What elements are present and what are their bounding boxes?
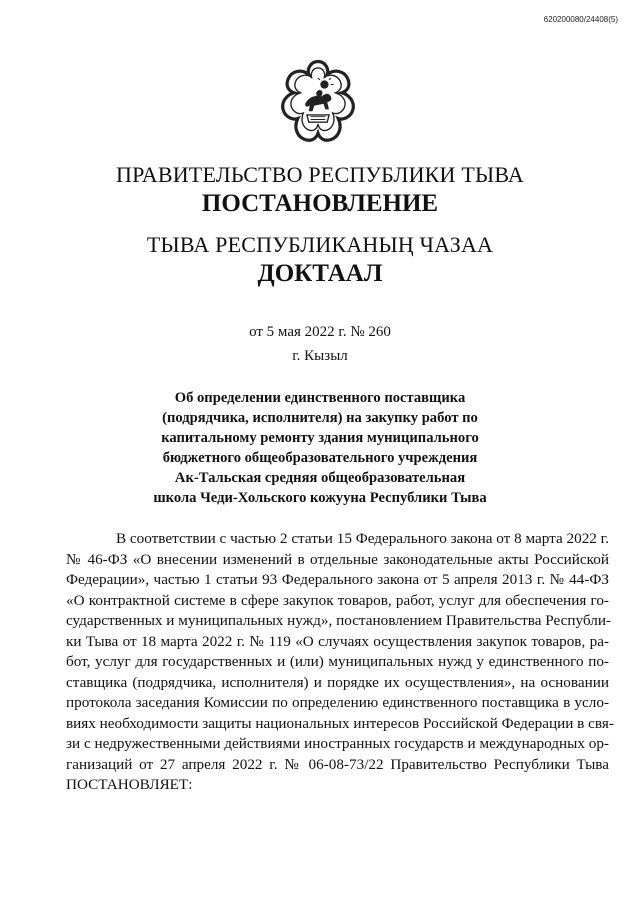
body-line: виях необходимости защиты национальных интересов Российской Федерации в свя- [66,714,614,732]
body-line: Федерации», частью 1 статьи 93 Федерального закона от 5 апреля 2013 г. № 44-ФЗ [66,571,609,588]
body-line: протокола заседания Комиссии по определению единственного поставщика в усло- [66,694,609,711]
subject-line: бюджетного общеобразовательного учреждения [162,450,478,466]
body-line: ставщика (подрядчика, исполнителя) и порядке их осуществления», на основании [66,673,609,691]
body-line: ки Тыва от 18 марта 2022 г. № 119 «О случаях осуществления закупок товаров, ра- [66,632,609,650]
body-line: № 46-ФЗ «О внесении изменений в отдельные законодательные акты Российской [66,550,609,568]
decree-body [66,529,614,796]
body-line: «О контрактной системе в сфере закупок товаров, работ, услуг для обеспечения го- [66,591,609,609]
decree-subject [100,388,540,508]
subject-line: Об определении единственного поставщика [174,390,466,406]
coat-of-arms-emblem [272,56,364,148]
decree-title-ru: ПОСТАНОВЛЕНИЕ [201,190,439,217]
body-line: зи с недружественными действиями иностранных государств и международных ор- [66,735,609,752]
body-line: ганизаций от 27 апреля 2022 г. № 06-08-73/22 Правительство Республики Тыва [66,755,609,773]
decree-date: от 5 мая 2022 г. № 260 [249,324,391,340]
subject-line: (подрядчика, исполнителя) на закупку работ по [162,410,478,426]
subject-line: капитальному ремонту здания муниципального [161,430,479,446]
body-line: бот, услуг для государственных и (или) муниципальных нужд у единственного по- [66,653,609,670]
body-line: ПОСТАНОВЛЯЕТ: [66,776,193,793]
decree-city: г. Кызыл [292,348,348,364]
body-line: В соответствии с частью 2 статьи 15 Федерального закона от 8 марта 2022 г. [116,530,609,547]
government-title-tv: ТЫВА РЕСПУБЛИКАНЫҢ ЧАЗАА [146,232,494,257]
government-title-ru: ПРАВИТЕЛЬСТВО РЕСПУБЛИКИ ТЫВА [116,162,524,187]
decree-title-tv: ДОКТААЛ [257,260,383,287]
body-line: сударственных и муниципальных нужд», постановлением Правительства Республи- [66,612,612,629]
subject-line: школа Чеди-Хольского кожууна Республики Тыва [153,490,487,506]
document-id: 620200080/24408(5) [543,15,618,24]
subject-line: Ак-Тальская средняя общеобразовательная [174,470,466,486]
